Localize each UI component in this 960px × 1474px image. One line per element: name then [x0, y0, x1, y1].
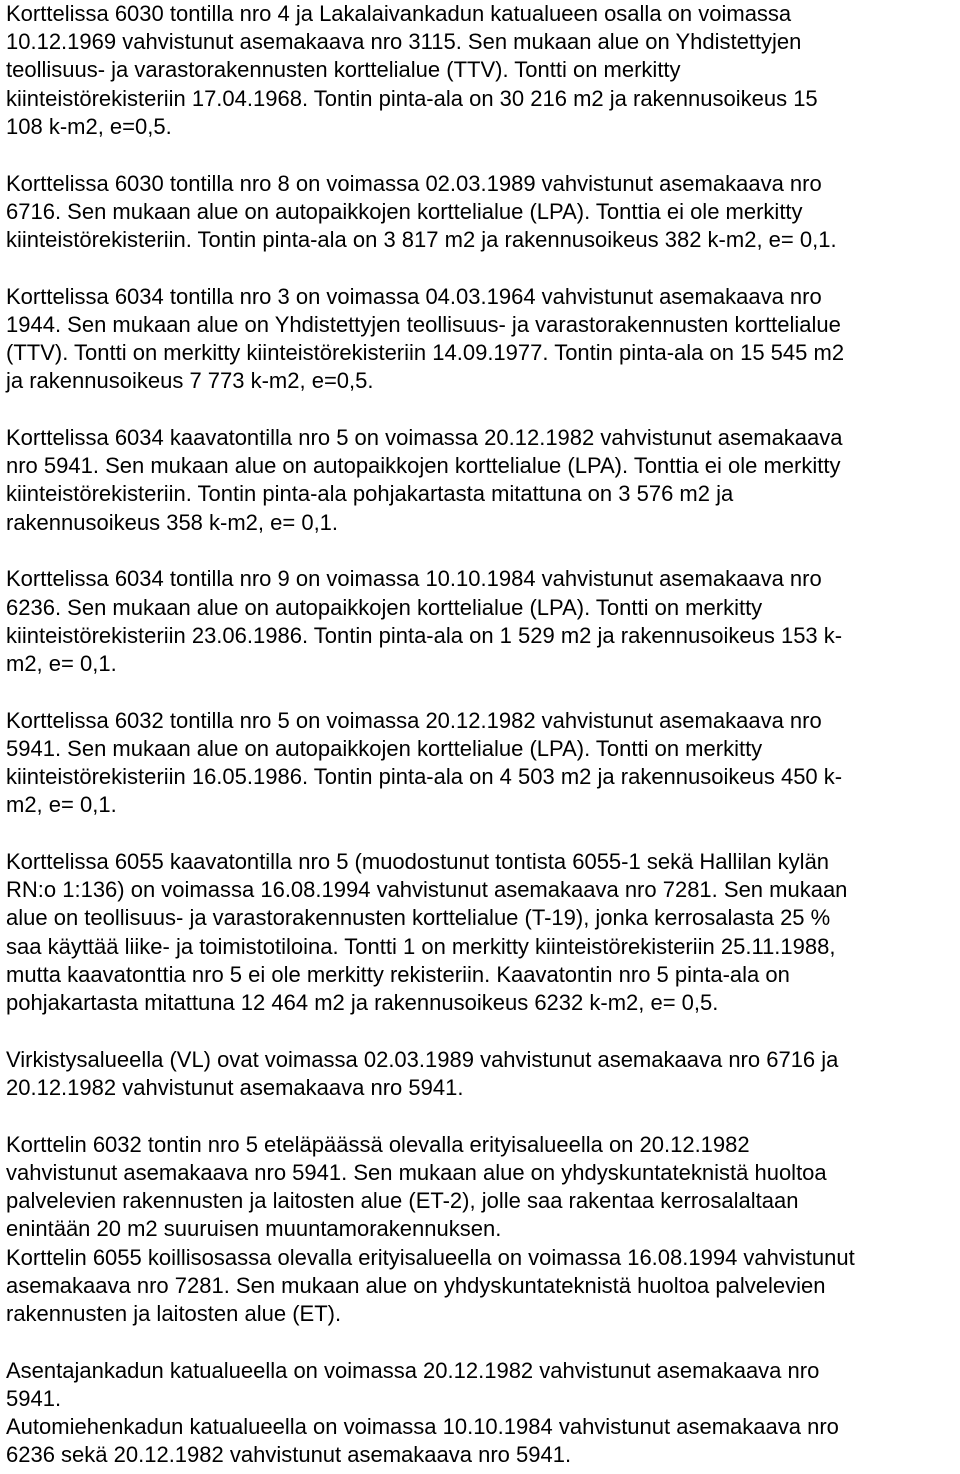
paragraph-block-6034-5 [6, 424, 956, 537]
text-line: 108 k-m2, e=0,5. [6, 113, 172, 139]
text-line: Virkistysalueella (VL) ovat voimassa 02.03.1989 vahvistunut asemakaava nro 6716 ja [6, 1046, 839, 1072]
paragraph-gap [6, 819, 956, 848]
text-line: Korttelin 6032 tontin nro 5 eteläpäässä olevalla erityisalueella on 20.12.1982 [6, 1131, 750, 1157]
text-line: rakennusoikeus 358 k-m2, e= 0,1. [6, 509, 339, 535]
text-line: 6236. Sen mukaan alue on autopaikkojen korttelialue (LPA). Tontti on merkitty [6, 594, 763, 620]
text-line: 20.12.1982 vahvistunut asemakaava nro 5941. [6, 1074, 464, 1100]
text-line: kiinteistörekisteriin 17.04.1968. Tontin pinta-ala on 30 216 m2 ja rakennusoikeus 15 [6, 85, 818, 111]
paragraph-gap [6, 395, 956, 424]
text-line: pohjakartasta mitattuna 12 464 m2 ja rakennusoikeus 6232 k-m2, e= 0,5. [6, 990, 719, 1015]
paragraph-block-vl [6, 1046, 956, 1102]
text-line: ja rakennusoikeus 7 773 k-m2, e=0,5. [6, 368, 374, 394]
paragraph-block-6055-et [6, 1244, 956, 1329]
text-line: kiinteistörekisteriin. Tontin pinta-ala on 3 817 m2 ja rakennusoikeus 382 k-m2, e= 0,1. [6, 226, 837, 252]
text-line: 5941. Sen mukaan alue on autopaikkojen korttelialue (LPA). Tontti on merkitty [6, 735, 763, 761]
text-line: Korttelin 6055 koillisosassa olevalla erityisalueella on voimassa 16.08.1994 vahvistunut [6, 1244, 855, 1270]
text-line: kiinteistörekisteriin 16.05.1986. Tontin pinta-ala on 4 503 m2 ja rakennusoikeus 450 k- [6, 764, 843, 790]
document-page [6, 0, 956, 1469]
paragraph-block-6034-9 [6, 565, 956, 678]
paragraph-gap [6, 1102, 956, 1131]
text-line: Korttelissa 6032 tontilla nro 5 on voimassa 20.12.1982 vahvistunut asemakaava nro [6, 707, 822, 733]
paragraph-gap [6, 1328, 956, 1357]
text-line: 6236 sekä 20.12.1982 vahvistunut asemakaava nro 5941. [6, 1442, 572, 1468]
text-line: Korttelissa 6034 tontilla nro 3 on voimassa 04.03.1964 vahvistunut asemakaava nro [6, 283, 822, 309]
text-line: vahvistunut asemakaava nro 5941. Sen mukaan alue on yhdyskuntateknistä huoltoa [6, 1159, 827, 1185]
paragraph-block-6034-3 [6, 283, 956, 396]
text-line: enintään 20 m2 suuruisen muuntamorakennuksen. [6, 1216, 502, 1242]
text-line: kiinteistörekisteriin 23.06.1986. Tontin pinta-ala on 1 529 m2 ja rakennusoikeus 153 k- [6, 622, 843, 648]
text-line: Automiehenkadun katualueella on voimassa 10.10.1984 vahvistunut asemakaava nro [6, 1414, 839, 1440]
text-line: 10.12.1969 vahvistunut asemakaava nro 3115. Sen mukaan alue on Yhdistettyjen [6, 29, 802, 55]
paragraph-block-6030-4 [6, 0, 956, 141]
paragraph-block-6055-5 [6, 848, 956, 1017]
paragraph-block-6032-et2 [6, 1131, 956, 1244]
text-line: 6716. Sen mukaan alue on autopaikkojen korttelialue (LPA). Tonttia ei ole merkitty [6, 198, 803, 224]
text-line: 5941. [6, 1385, 62, 1411]
paragraph-block-automiehenkatu [6, 1413, 956, 1469]
text-line: Korttelissa 6030 tontilla nro 4 ja Lakalaivankadun katualueen osalla on voimassa [6, 1, 792, 26]
text-line: teollisuus- ja varastorakennusten korttelialue (TTV). Tontti on merkitty [6, 57, 681, 83]
text-line: RN:o 1:136) on voimassa 16.08.1994 vahvistunut asemakaava nro 7281. Sen mukaan [6, 877, 848, 903]
text-line: Korttelissa 6055 kaavatontilla nro 5 (muodostunut tontista 6055-1 sekä Hallilan kylän [6, 849, 830, 875]
text-line: palvelevien rakennusten ja laitosten alue (ET-2), jolle saa rakentaa kerrosalaltaan [6, 1188, 799, 1214]
text-line: (TTV). Tontti on merkitty kiinteistörekisteriin 14.09.1977. Tontin pinta-ala on 15 545 m2 [6, 340, 845, 366]
paragraph-block-6032-5 [6, 707, 956, 820]
paragraph-gap [6, 678, 956, 707]
text-line: m2, e= 0,1. [6, 650, 117, 676]
text-line: Asentajankadun katualueella on voimassa 20.12.1982 vahvistunut asemakaava nro [6, 1357, 820, 1383]
text-line: saa käyttää liike- ja toimistotiloina. Tontti 1 on merkitty kiinteistörekisteriin 25.11.1988, [6, 933, 836, 959]
text-line: kiinteistörekisteriin. Tontin pinta-ala pohjakartasta mitattuna on 3 576 m2 ja [6, 481, 734, 507]
text-line: nro 5941. Sen mukaan alue on autopaikkojen korttelialue (LPA). Tonttia ei ole merkitty [6, 453, 841, 479]
text-line: asemakaava nro 7281. Sen mukaan alue on yhdyskuntateknistä huoltoa palvelevien [6, 1272, 826, 1298]
text-line: Korttelissa 6030 tontilla nro 8 on voimassa 02.03.1989 vahvistunut asemakaava nro [6, 170, 822, 196]
paragraph-block-6030-8 [6, 170, 956, 255]
paragraph-gap [6, 537, 956, 566]
text-line: Korttelissa 6034 kaavatontilla nro 5 on voimassa 20.12.1982 vahvistunut asemakaava [6, 425, 843, 451]
text-line: m2, e= 0,1. [6, 792, 117, 818]
text-line: 1944. Sen mukaan alue on Yhdistettyjen teollisuus- ja varastorakennusten korttelialue [6, 311, 841, 337]
text-line: Korttelissa 6034 tontilla nro 9 on voimassa 10.10.1984 vahvistunut asemakaava nro [6, 566, 822, 592]
paragraph-block-asentajankatu [6, 1357, 956, 1413]
paragraph-gap [6, 1017, 956, 1046]
text-line: rakennusten ja laitosten alue (ET). [6, 1300, 342, 1326]
paragraph-gap [6, 254, 956, 283]
text-line: mutta kaavatonttia nro 5 ei ole merkitty rekisteriin. Kaavatontin nro 5 pinta-ala on [6, 961, 790, 987]
text-line: alue on teollisuus- ja varastorakennusten korttelialue (T-19), jonka kerrosalasta 25 % [6, 905, 831, 931]
paragraph-gap [6, 141, 956, 170]
